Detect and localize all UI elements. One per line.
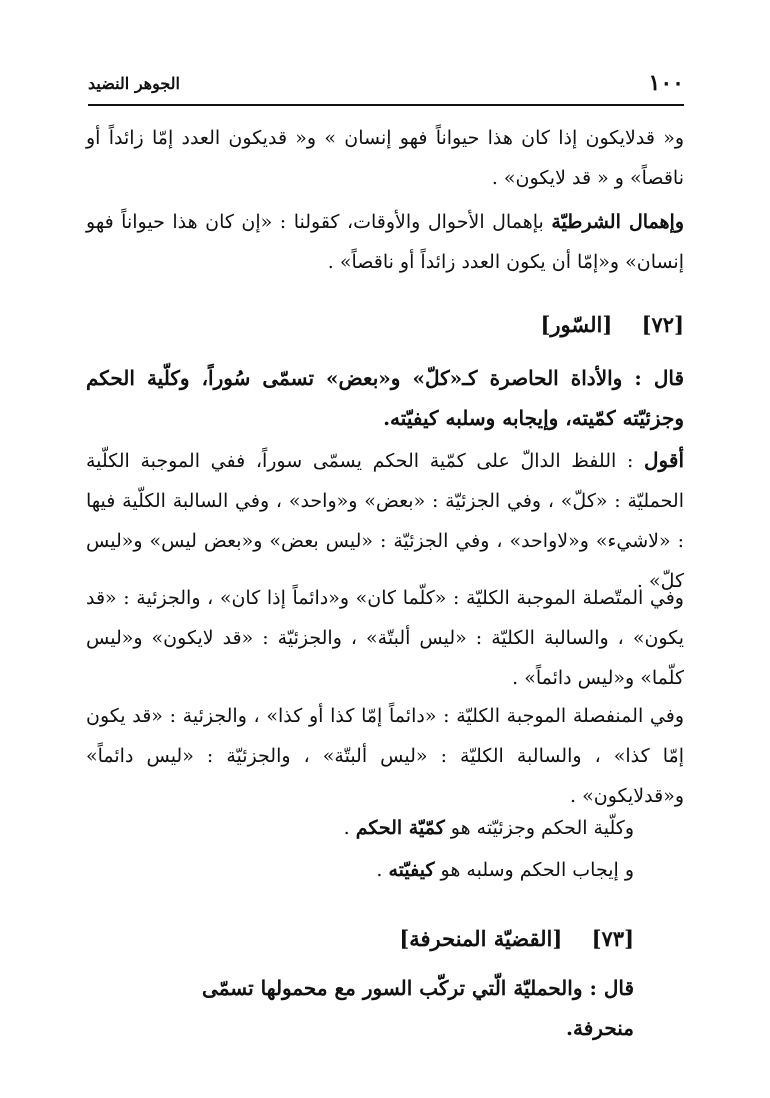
- paragraph-text: : والحمليّة الّتي تركّب السور مع محمولها تسمّى منحرفة.: [202, 976, 634, 1040]
- section-heading-73: [399, 926, 634, 951]
- paragraph-muttasila: [86, 578, 684, 698]
- paragraph-text: بإهمال الأحوال والأوقات، كقولنا : «إن كان هذا حيواناً فهو إنسان» و«إمّا أن يكون العدد زائداً أو ناقصاً» .: [86, 211, 684, 273]
- paragraph-text: وفي المتّصلة الموجبة الكليّة : «كلّما كان» و«دائماً إذا كان» ، والجزئية : «قد يكون» ، والسالبة الكليّة : «ليس ألبتّة» ، والجزئيّة : «قد لايكون» و«ليس كلّما» و«ليس دائماً» .: [86, 587, 684, 689]
- aqulu-label: أقول: [644, 448, 684, 472]
- summary-kayfiyya: [240, 850, 634, 890]
- section-title: [القضيّة المنحرفة]: [399, 926, 563, 951]
- paragraph-text: وفي المنفصلة الموجبة الكليّة : «دائماً إمّا كذا أو كذا» ، والجزئية : «قد يكون إمّا كذا» ، والسالبة الكليّة : «ليس ألبتّة» ، والجزئيّة : «ليس دائماً» و«قدلايكون» .: [86, 705, 684, 807]
- page-number: ١٠٠: [648, 70, 684, 96]
- paragraph-qad-la-yakun: [86, 118, 684, 198]
- paragraph-text: و« قدلايكون إذا كان هذا حيواناً فهو إنسان » و« قديكون العدد إمّا زائداً أو ناقصاً» و « قد لايكون» .: [86, 127, 684, 189]
- paragraph-munfasila: [86, 696, 684, 816]
- book-title: الجوهر النضيد: [88, 74, 180, 93]
- paragraph-ihmal-shartiyya: [86, 202, 684, 282]
- summary-bold: كمّيّة الحكم: [355, 817, 445, 839]
- qala-label: قال: [603, 976, 634, 1000]
- qala-label: قال: [653, 366, 684, 390]
- paragraph-lead: وإهمال الشرطيّة: [551, 211, 684, 233]
- paragraph-qala-sur: [86, 358, 684, 438]
- summary-text: و إيجاب الحكم وسلبه هو: [434, 859, 634, 881]
- paragraph-text: : والأداة الحاصرة كـ«كلّ» و«بعض» تسمّى سُوراً، وكلّية الحكم وجزئيّته كمّيته، وإيجابه وسلبه كيفيّته.: [86, 366, 684, 430]
- running-header: [88, 64, 684, 106]
- paragraph-qala-munharifa: [150, 968, 634, 1048]
- section-number: [٧٣]: [591, 926, 634, 951]
- summary-end: .: [376, 859, 389, 881]
- paragraph-aqulu: [86, 440, 684, 601]
- section-title: [السّور]: [540, 312, 613, 337]
- summary-bold: كيفيّته: [388, 859, 435, 881]
- summary-end: .: [343, 817, 356, 839]
- section-number: [٧٢]: [641, 312, 684, 337]
- section-heading-72: [540, 312, 684, 337]
- summary-text: وكلّية الحكم وجزئيّته هو: [444, 817, 634, 839]
- paragraph-text: : اللفظ الدالّ على كمّية الحكم يسمّى سوراً، ففي الموجبة الكلّية الحمليّة : «كلّ» ، وفي الجزئيّة : «بعض» و«واحد» ، وفي السالبة الكلّية فيها : «لاشيء» و«لاواحد» ، وفي الجزئيّة : «ليس بعض» و«بعض ليس» و«ليس كلّ» .: [86, 450, 684, 592]
- summary-kammiyya: [240, 808, 634, 848]
